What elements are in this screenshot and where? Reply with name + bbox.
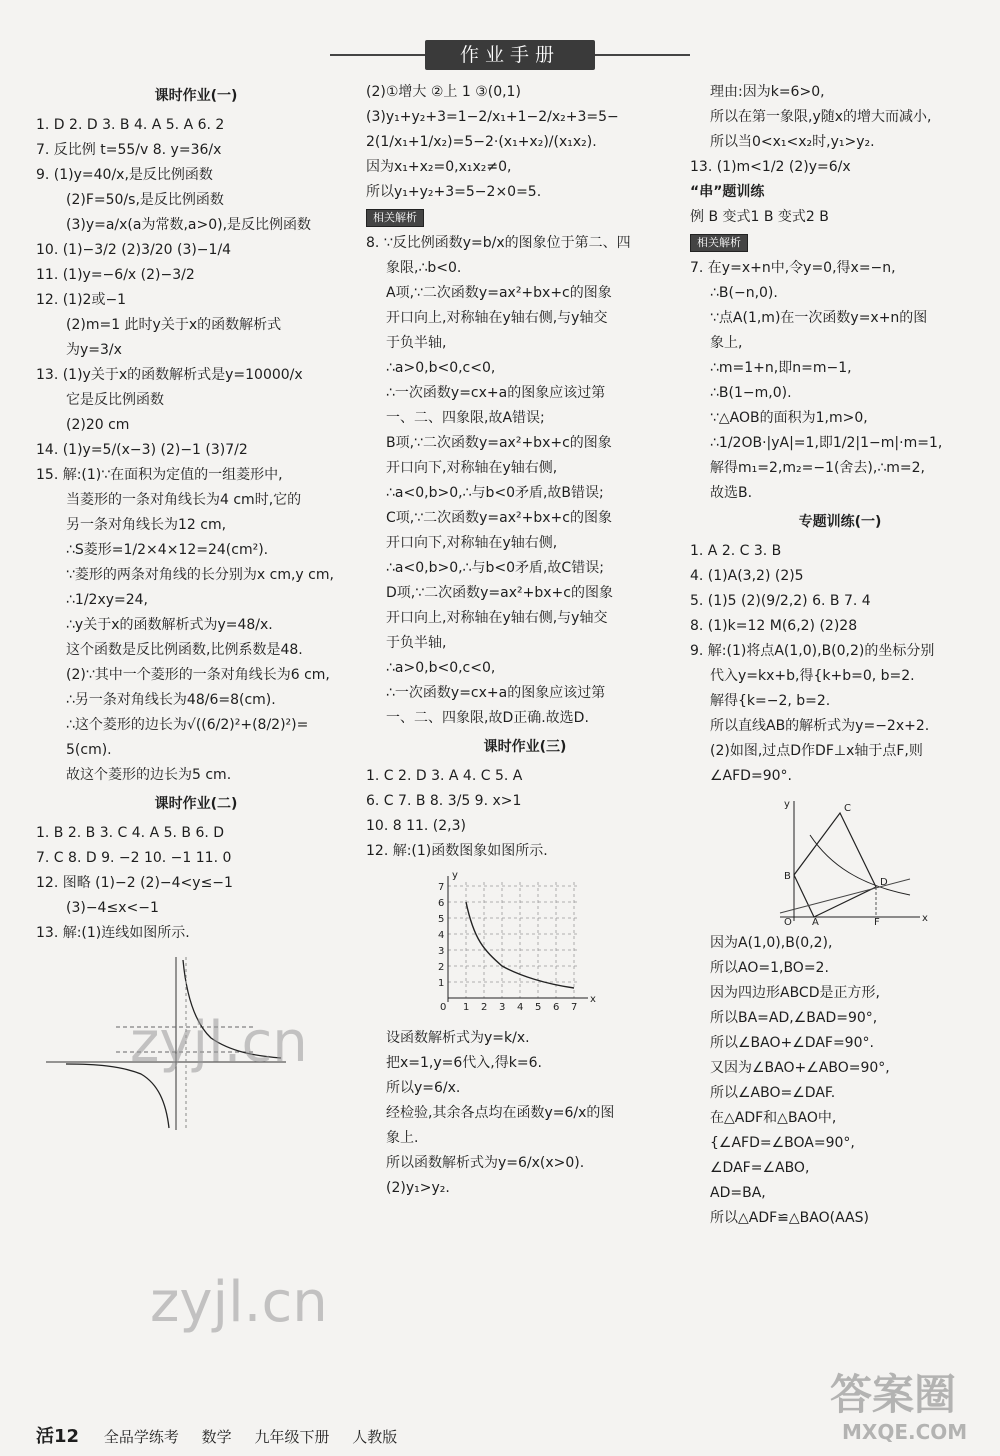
answer-line: 开口向下,对称轴在y轴右侧,	[386, 535, 558, 551]
footer-item: 人教版	[352, 1428, 398, 1446]
analysis-badge: 相关解析	[690, 234, 748, 252]
diagram-label: C	[844, 803, 851, 814]
header-title: 作业手册	[425, 40, 595, 70]
answer-line: (2)y₁>y₂.	[386, 1180, 450, 1196]
answer-line: 因为四边形ABCD是正方形,	[710, 985, 880, 1001]
answer-line: 理由:因为k=6>0,	[710, 84, 825, 100]
answer-line: 15. 解:(1)∵在面积为定值的一组菱形中,	[36, 467, 283, 483]
answer-line: (3)y=a/x(a为常数,a>0),是反比例函数	[66, 217, 312, 233]
answer-line: 8. ∵反比例函数y=b/x的图象位于第二、四	[366, 235, 631, 251]
answer-line: 9. (1)y=40/x,是反比例函数	[36, 167, 213, 183]
answer-line: ∴一次函数y=cx+a的图象应该过第	[386, 685, 606, 701]
answer-line: 11. (1)y=−6/x (2)−3/2	[36, 267, 195, 283]
answer-line: 所以函数解析式为y=6/x(x>0).	[386, 1155, 585, 1171]
answer-line: 解得m₁=2,m₂=−1(舍去),∴m=2,	[710, 460, 925, 476]
answer-line: 所以∠BAO+∠DAF=90°.	[710, 1035, 874, 1051]
answer-line: 象上.	[386, 1130, 419, 1146]
answer-lines	[36, 113, 356, 788]
answer-line: 7. C 8. D 9. −2 10. −1 11. 0	[36, 850, 232, 866]
answer-line: 这个函数是反比例函数,比例系数是48.	[66, 642, 303, 658]
x-tick-label: 6	[553, 1002, 560, 1013]
answer-line: 把x=1,y=6代入,得k=6.	[386, 1055, 542, 1071]
answer-line: 又因为∠BAO+∠ABO=90°,	[710, 1060, 890, 1076]
answer-line: ∴a>0,b<0,c<0,	[386, 360, 496, 376]
answer-line: 于负半轴,	[386, 335, 447, 351]
section-heading: “串”题训练	[690, 184, 765, 200]
answer-line: 代入y=kx+b,得{k+b=0, b=2.	[710, 668, 915, 684]
answer-line: 经检验,其余各点均在函数y=6/x的图	[386, 1105, 615, 1121]
answer-line: 7. 在y=x+n中,令y=0,得x=−n,	[690, 260, 896, 276]
answer-line: 10. 8 11. (2,3)	[366, 818, 466, 834]
answer-line: ∴a<0,b>0,∴与b<0矛盾,故B错误;	[386, 485, 604, 501]
watermark: zyjl.cn	[150, 1270, 328, 1335]
answer-line: 它是反比例函数	[66, 392, 164, 408]
answer-line: ∴1/2xy=24,	[66, 592, 149, 608]
section-heading: 课时作业(二)	[154, 796, 238, 812]
y-tick-label: 7	[438, 882, 445, 893]
answer-line: ∴另一条对角线长为48/6=8(cm).	[66, 692, 276, 708]
answer-line: A项,∵二次函数y=ax²+bx+c的图象	[386, 285, 612, 301]
answer-line: 所以y₁+y₂+3=5−2×0=5.	[366, 184, 542, 200]
answer-line: 象限,∴b<0.	[386, 260, 462, 276]
section-heading: 课时作业(一)	[154, 88, 238, 104]
answer-line: ∵菱形的两条对角线的长分别为x cm,y cm,	[66, 567, 334, 583]
answer-line: ∴S菱形=1/2×4×12=24(cm²).	[66, 542, 269, 558]
answer-line: {∠AFD=∠BOA=90°,	[710, 1135, 855, 1151]
footer-item: 九年级下册	[254, 1428, 330, 1446]
diagram-label: y	[784, 799, 790, 810]
answer-line: D项,∵二次函数y=ax²+bx+c的图象	[386, 585, 613, 601]
x-tick-label: 0	[440, 1002, 447, 1013]
answer-line: (2)∵其中一个菱形的一条对角线长为6 cm,	[66, 667, 330, 683]
answer-line: 8. (1)k=12 M(6,2) (2)28	[690, 618, 858, 634]
y-tick-label: 3	[438, 946, 445, 957]
answer-line: 1. A 2. C 3. B	[690, 543, 782, 559]
answer-line: 12. (1)2或−1	[36, 292, 127, 308]
answer-line: 5(cm).	[66, 742, 112, 758]
x-tick-label: 7	[571, 1002, 578, 1013]
answer-line: 于负半轴,	[386, 635, 447, 651]
answer-line: (2)F=50/s,是反比例函数	[66, 192, 224, 208]
answer-line: ∴y关于x的函数解析式为y=48/x.	[66, 617, 273, 633]
answer-line: 13. 解:(1)连线如图所示.	[36, 925, 190, 941]
answer-line: ∴a>0,b<0,c<0,	[386, 660, 496, 676]
answer-line: 所以BA=AD,∠BAD=90°,	[710, 1010, 878, 1026]
answer-line: 因为A(1,0),B(0,2),	[710, 935, 833, 951]
answer-line: 开口向上,对称轴在y轴右侧,与y轴交	[386, 310, 608, 326]
answer-line: ∠AFD=90°.	[710, 768, 792, 784]
answer-line: ∴这个菱形的边长为√((6/2)²+(8/2)²)=	[66, 717, 309, 733]
answer-line: 13. (1)y关于x的函数解析式是y=10000/x	[36, 367, 303, 383]
diagram-label: B	[784, 871, 791, 882]
answer-line: 10. (1)−3/2 (2)3/20 (3)−1/4	[36, 242, 232, 258]
section-heading: 课时作业(三)	[483, 739, 567, 755]
footer-item: 全品学练考	[103, 1428, 179, 1446]
watermark: 答案圈	[830, 1370, 957, 1419]
answer-line: 1. D 2. D 3. B 4. A 5. A 6. 2	[36, 117, 225, 133]
column-2	[366, 80, 684, 1201]
answer-line: (2)①增大 ②上 1 ③(0,1)	[366, 84, 521, 100]
y-axis-label: y	[452, 870, 458, 881]
answer-line: (2)如图,过点D作DF⊥x轴于点F,则	[710, 743, 923, 759]
square-diagram	[690, 795, 950, 925]
answer-line: 开口向上,对称轴在y轴右侧,与y轴交	[386, 610, 608, 626]
answer-line: 一、二、四象限,故D正确.故选D.	[386, 710, 589, 726]
answer-line: 7. 反比例 t=55/v 8. y=36/x	[36, 142, 222, 158]
answer-line: 12. 图略 (1)−2 (2)−4<y≤−1	[36, 875, 233, 891]
answer-line: (3)y₁+y₂+3=1−2/x₁+1−2/x₂+3=5−	[366, 109, 619, 125]
x-axis-label: x	[590, 994, 596, 1005]
answer-line: ∴a<0,b>0,∴与b<0矛盾,故C错误;	[386, 560, 604, 576]
answer-line: 5. (1)5 (2)(9/2,2) 6. B 7. 4	[690, 593, 871, 609]
answer-line: 另一条对角线长为12 cm,	[66, 517, 227, 533]
answer-line: 所以y=6/x.	[386, 1080, 461, 1096]
answer-line: 所以在第一象限,y随x的增大而减小,	[710, 109, 932, 125]
answer-line: ∵△AOB的面积为1,m>0,	[710, 410, 868, 426]
answer-line: 6. C 7. B 8. 3/5 9. x>1	[366, 793, 522, 809]
answer-line: B项,∵二次函数y=ax²+bx+c的图象	[386, 435, 612, 451]
function-graph	[366, 870, 666, 1020]
answer-line: C项,∵二次函数y=ax²+bx+c的图象	[386, 510, 612, 526]
answer-line: 所以△ADF≌△BAO(AAS)	[710, 1210, 869, 1226]
page-footer	[36, 1422, 415, 1448]
page-number: 活12	[36, 1426, 80, 1447]
answer-line: ∴1/2OB·|yA|=1,即1/2|1−m|·m=1,	[710, 435, 943, 451]
answer-line: 设函数解析式为y=k/x.	[386, 1030, 530, 1046]
answer-line: 1. C 2. D 3. A 4. C 5. A	[366, 768, 523, 784]
answer-line: ∴m=1+n,即n=m−1,	[710, 360, 852, 376]
answer-line: 所以当0<x₁<x₂时,y₁>y₂.	[710, 134, 875, 150]
answer-line: 象上,	[710, 335, 743, 351]
watermark: MXQE.COM	[842, 1420, 968, 1444]
answer-line: (3)−4≤x<−1	[66, 900, 159, 916]
diagram-label: x	[922, 913, 928, 924]
x-tick-label: 2	[481, 1002, 488, 1013]
x-tick-label: 4	[517, 1002, 524, 1013]
answer-line: 开口向下,对称轴在y轴右侧,	[386, 460, 558, 476]
answer-line: 一、二、四象限,故A错误;	[386, 410, 545, 426]
answer-line: 因为x₁+x₂=0,x₁x₂≠0,	[366, 159, 512, 175]
answer-line: 为y=3/x	[66, 342, 122, 358]
analysis-badge: 相关解析	[366, 209, 424, 227]
answer-line: AD=BA,	[710, 1185, 766, 1201]
answer-line: 13. (1)m<1/2 (2)y=6/x	[690, 159, 851, 175]
diagram-label: F	[874, 917, 880, 925]
answer-line: 解得{k=−2, b=2.	[710, 693, 831, 709]
answer-line: 所以AO=1,BO=2.	[710, 960, 829, 976]
answer-line: 1. B 2. B 3. C 4. A 5. B 6. D	[36, 825, 225, 841]
watermark: zyjl.cn	[130, 1010, 308, 1075]
answer-line: ∠DAF=∠ABO,	[710, 1160, 810, 1176]
answer-line: 在△ADF和△BAO中,	[710, 1110, 837, 1126]
y-tick-label: 6	[438, 898, 445, 909]
y-tick-label: 1	[438, 978, 445, 989]
answer-line: 当菱形的一条对角线长为4 cm时,它的	[66, 492, 302, 508]
answer-line: 故这个菱形的边长为5 cm.	[66, 767, 232, 783]
answer-line: 所以∠ABO=∠DAF.	[710, 1085, 836, 1101]
answer-line: ∴B(1−m,0).	[710, 385, 792, 401]
column-1	[36, 80, 356, 1138]
diagram-label: O	[784, 917, 792, 925]
diagram-label: A	[812, 917, 819, 925]
column-3	[690, 80, 990, 1231]
x-tick-label: 1	[463, 1002, 470, 1013]
answer-line: 12. 解:(1)函数图象如图所示.	[366, 843, 548, 859]
answer-line: 例 B 变式1 B 变式2 B	[690, 209, 829, 225]
answer-line: 所以直线AB的解析式为y=−2x+2.	[710, 718, 930, 734]
header-banner	[330, 40, 690, 74]
answer-line: 故选B.	[710, 485, 753, 501]
answer-line: ∴B(−n,0).	[710, 285, 778, 301]
y-tick-label: 5	[438, 914, 445, 925]
answer-line: 2(1/x₁+1/x₂)=5−2·(x₁+x₂)/(x₁x₂).	[366, 134, 597, 150]
y-tick-label: 2	[438, 962, 445, 973]
section-heading: 专题训练(一)	[798, 514, 882, 530]
x-tick-label: 3	[499, 1002, 506, 1013]
answer-line: ∵点A(1,m)在一次函数y=x+n的图	[710, 310, 928, 326]
answer-line: ∴一次函数y=cx+a的图象应该过第	[386, 385, 606, 401]
footer-item: 数学	[201, 1428, 232, 1446]
answer-line: 4. (1)A(3,2) (2)5	[690, 568, 804, 584]
answer-line: (2)20 cm	[66, 417, 130, 433]
answer-line: 9. 解:(1)将点A(1,0),B(0,2)的坐标分别	[690, 643, 935, 659]
answer-line: 14. (1)y=5/(x−3) (2)−1 (3)7/2	[36, 442, 248, 458]
answer-line: (2)m=1 此时y关于x的函数解析式	[66, 317, 282, 333]
diagram-label: D	[880, 877, 888, 888]
y-tick-label: 4	[438, 930, 445, 941]
x-tick-label: 5	[535, 1002, 542, 1013]
